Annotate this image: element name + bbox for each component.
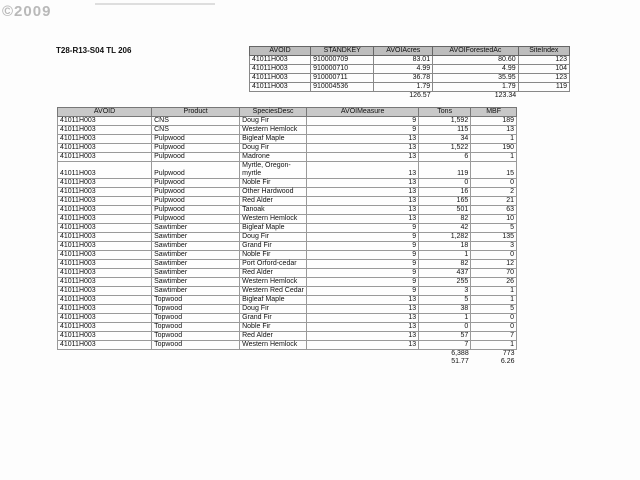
table-cell: 0 xyxy=(471,323,517,332)
table-row xyxy=(58,153,517,162)
table-cell: Bigleaf Maple xyxy=(240,135,307,144)
column-header: SiteIndex xyxy=(518,47,569,56)
table-cell: Pulpwood xyxy=(152,144,240,153)
blank-cell xyxy=(58,350,152,359)
table-cell: Western Hemlock xyxy=(240,126,307,135)
table-cell: 119 xyxy=(518,83,569,92)
table-cell: Noble Fir xyxy=(240,251,307,260)
table-cell: Red Alder xyxy=(240,197,307,206)
table-cell: Noble Fir xyxy=(240,323,307,332)
table-cell: Sawtimber xyxy=(152,269,240,278)
table-cell: 41011H003 xyxy=(58,224,152,233)
document-title: T28-R13-S04 TL 206 xyxy=(56,46,132,55)
table-cell: 1 xyxy=(471,135,517,144)
table-row xyxy=(250,74,570,83)
table-cell: 437 xyxy=(419,269,471,278)
table-cell: 13 xyxy=(307,135,419,144)
table-cell: Doug Fir xyxy=(240,305,307,314)
blank-cell xyxy=(307,350,419,359)
table-cell: 41011H003 xyxy=(58,188,152,197)
column-header: Product xyxy=(152,108,240,117)
table-cell: 1 xyxy=(419,251,471,260)
table-cell: 4.99 xyxy=(374,65,433,74)
table-cell: 18 xyxy=(419,242,471,251)
table-cell: 9 xyxy=(307,260,419,269)
watermark: ©2009 xyxy=(2,3,52,20)
table-cell: Pulpwood xyxy=(152,206,240,215)
column-header: AVOID xyxy=(250,47,311,56)
table-cell: 1,282 xyxy=(419,233,471,242)
table-cell: 21 xyxy=(471,197,517,206)
table-row xyxy=(58,305,517,314)
column-header: Tons xyxy=(419,108,471,117)
table-cell: 42 xyxy=(419,224,471,233)
table-cell: Grand Fir xyxy=(240,242,307,251)
table-cell: 36.78 xyxy=(374,74,433,83)
table-cell: 13 xyxy=(307,162,419,179)
table-cell: 41011H003 xyxy=(58,197,152,206)
table-cell: 5 xyxy=(419,296,471,305)
total-tons: 51.77 xyxy=(451,358,469,365)
table-cell: Tanoak xyxy=(240,206,307,215)
table-cell: 41011H003 xyxy=(58,153,152,162)
table-cell: 2 xyxy=(471,188,517,197)
table-row xyxy=(58,323,517,332)
table-cell: 119 xyxy=(419,162,471,179)
table-cell: Pulpwood xyxy=(152,197,240,206)
table-cell: Sawtimber xyxy=(152,233,240,242)
table-cell: 13 xyxy=(307,296,419,305)
table-cell: 41011H003 xyxy=(250,56,311,65)
table-cell: 189 xyxy=(471,117,517,126)
table-cell: 104 xyxy=(518,65,569,74)
table-cell: Myrtle, Oregon-myrtle xyxy=(240,162,307,179)
table-cell: 123 xyxy=(518,74,569,83)
table-row xyxy=(58,233,517,242)
table-cell: 255 xyxy=(419,278,471,287)
table-row xyxy=(58,287,517,296)
blank-cell xyxy=(250,92,311,101)
blank-cell xyxy=(58,358,152,366)
table-cell: 5 xyxy=(471,224,517,233)
table-cell: 7 xyxy=(471,332,517,341)
table-row xyxy=(58,197,517,206)
total-forested-acres: 123.34 xyxy=(494,92,517,99)
blank-cell xyxy=(518,92,569,101)
table-row xyxy=(58,296,517,305)
table-cell: 41011H003 xyxy=(58,135,152,144)
table-cell: 1.79 xyxy=(433,83,519,92)
table-cell: 80.60 xyxy=(433,56,519,65)
table-cell: Pulpwood xyxy=(152,135,240,144)
table-cell: 26 xyxy=(471,278,517,287)
table-cell: Port Orford-cedar xyxy=(240,260,307,269)
table-cell: 41011H003 xyxy=(58,305,152,314)
table-cell: 1 xyxy=(471,153,517,162)
table-cell: 41011H003 xyxy=(58,126,152,135)
table-row xyxy=(58,251,517,260)
column-header: AVOID xyxy=(58,108,152,117)
table-cell: 13 xyxy=(307,188,419,197)
table-cell: 4.99 xyxy=(433,65,519,74)
total-acres: 126.57 xyxy=(409,92,431,99)
table-cell: 13 xyxy=(307,305,419,314)
table-cell: 910000709 xyxy=(311,56,374,65)
table-cell: 41011H003 xyxy=(58,242,152,251)
table-cell: 41011H003 xyxy=(250,74,311,83)
table-row xyxy=(58,332,517,341)
table-cell: 70 xyxy=(471,269,517,278)
table-cell: 9 xyxy=(307,278,419,287)
table-cell: 41011H003 xyxy=(58,341,152,350)
table-row xyxy=(58,144,517,153)
table-cell: 13 xyxy=(307,314,419,323)
table-row xyxy=(58,242,517,251)
table-cell: 41011H003 xyxy=(58,251,152,260)
table-cell: 135 xyxy=(471,233,517,242)
table-cell: 13 xyxy=(307,341,419,350)
table-cell: 9 xyxy=(307,242,419,251)
table-cell: CNS xyxy=(152,126,240,135)
table-cell: 1 xyxy=(471,296,517,305)
table-cell: 41011H003 xyxy=(58,332,152,341)
table-cell: Western Hemlock xyxy=(240,278,307,287)
table-cell: 190 xyxy=(471,144,517,153)
table-cell: 41011H003 xyxy=(58,117,152,126)
table-cell: Pulpwood xyxy=(152,179,240,188)
table-row xyxy=(250,56,570,65)
table-cell: Madrone xyxy=(240,153,307,162)
table-cell: 82 xyxy=(419,260,471,269)
table-cell: Doug Fir xyxy=(240,117,307,126)
table-cell: CNS xyxy=(152,117,240,126)
table-cell: 16 xyxy=(419,188,471,197)
table-cell: Topwood xyxy=(152,305,240,314)
table-cell: 35.95 xyxy=(433,74,519,83)
table-cell: 3 xyxy=(471,242,517,251)
table-cell: 501 xyxy=(419,206,471,215)
table-cell: 9 xyxy=(307,287,419,296)
table-cell: 41011H003 xyxy=(250,65,311,74)
column-header: MBF xyxy=(471,108,517,117)
table-cell: 6 xyxy=(419,153,471,162)
table-cell: 13 xyxy=(307,206,419,215)
table-cell: 41011H003 xyxy=(58,162,152,179)
table-cell: 63 xyxy=(471,206,517,215)
table-cell: 41011H003 xyxy=(58,233,152,242)
table-cell: Western Hemlock xyxy=(240,341,307,350)
table-cell: 9 xyxy=(307,117,419,126)
table-cell: 13 xyxy=(307,197,419,206)
table-cell: 13 xyxy=(307,153,419,162)
table-cell: 41011H003 xyxy=(58,260,152,269)
table-cell: Doug Fir xyxy=(240,144,307,153)
table-cell: 13 xyxy=(307,179,419,188)
table-row xyxy=(58,341,517,350)
table-cell: 41011H003 xyxy=(58,296,152,305)
table-cell: Topwood xyxy=(152,314,240,323)
table-cell: 0 xyxy=(471,314,517,323)
table-cell: 0 xyxy=(471,179,517,188)
table-cell: Doug Fir xyxy=(240,233,307,242)
table-cell: 12 xyxy=(471,260,517,269)
table-cell: 9 xyxy=(307,233,419,242)
table-cell: 9 xyxy=(307,269,419,278)
table-cell: 57 xyxy=(419,332,471,341)
total-mbf: 773 xyxy=(502,350,515,357)
column-header: AVOIForestedAc xyxy=(433,47,519,56)
table-cell: 1.79 xyxy=(374,83,433,92)
table-cell: Bigleaf Maple xyxy=(240,224,307,233)
table-cell: 9 xyxy=(307,251,419,260)
table-cell: Other Hardwood xyxy=(240,188,307,197)
table-row xyxy=(58,179,517,188)
table-cell: 13 xyxy=(471,126,517,135)
table-row xyxy=(58,126,517,135)
table-cell: 41011H003 xyxy=(58,287,152,296)
table-cell: 5 xyxy=(471,305,517,314)
table-row xyxy=(58,206,517,215)
table-row xyxy=(58,314,517,323)
table-cell: 41011H003 xyxy=(58,144,152,153)
table-row xyxy=(58,162,517,179)
column-header: STANDKEY xyxy=(311,47,374,56)
table-cell: 41011H003 xyxy=(58,215,152,224)
table-row xyxy=(58,215,517,224)
table-row xyxy=(250,65,570,74)
table-header-row xyxy=(250,47,570,56)
blank-cell xyxy=(240,358,307,366)
table-cell: 13 xyxy=(307,323,419,332)
table-cell: 1 xyxy=(471,287,517,296)
table-cell: 38 xyxy=(419,305,471,314)
stand-summary-table xyxy=(249,46,570,100)
table-cell: 41011H003 xyxy=(58,323,152,332)
table-cell: Topwood xyxy=(152,341,240,350)
table-cell: Topwood xyxy=(152,323,240,332)
table-cell: Pulpwood xyxy=(152,153,240,162)
blank-cell xyxy=(307,358,419,366)
table-cell: Sawtimber xyxy=(152,242,240,251)
table-row xyxy=(58,269,517,278)
table-cell: 41011H003 xyxy=(58,314,152,323)
table-cell: Pulpwood xyxy=(152,188,240,197)
table-cell: Sawtimber xyxy=(152,224,240,233)
table-cell: 41011H003 xyxy=(250,83,311,92)
table-cell: Sawtimber xyxy=(152,251,240,260)
table-cell: Sawtimber xyxy=(152,260,240,269)
table-row xyxy=(58,188,517,197)
table-cell: 13 xyxy=(307,332,419,341)
column-header: AVOIMeasure xyxy=(307,108,419,117)
table-row xyxy=(58,260,517,269)
table-cell: 0 xyxy=(419,179,471,188)
blank-cell xyxy=(311,92,374,101)
table-cell: Topwood xyxy=(152,296,240,305)
totals-row xyxy=(58,358,517,366)
table-cell: 1,592 xyxy=(419,117,471,126)
table-cell: 15 xyxy=(471,162,517,179)
table-cell: Western Red Cedar xyxy=(240,287,307,296)
table-cell: Western Hemlock xyxy=(240,215,307,224)
table-cell: 1 xyxy=(419,314,471,323)
totals-row xyxy=(250,92,570,101)
blank-cell xyxy=(240,350,307,359)
table-cell: 1,522 xyxy=(419,144,471,153)
table-cell: 115 xyxy=(419,126,471,135)
table-cell: 34 xyxy=(419,135,471,144)
table-cell: Grand Fir xyxy=(240,314,307,323)
table-cell: Pulpwood xyxy=(152,215,240,224)
table-cell: Red Alder xyxy=(240,332,307,341)
table-cell: Pulpwood xyxy=(152,162,240,179)
table-cell: 41011H003 xyxy=(58,269,152,278)
table-cell: 123 xyxy=(518,56,569,65)
table-cell: 10 xyxy=(471,215,517,224)
table-cell: 7 xyxy=(419,341,471,350)
table-cell: 910004536 xyxy=(311,83,374,92)
table-cell: Bigleaf Maple xyxy=(240,296,307,305)
total-tons: 6,388 xyxy=(451,350,469,357)
table-cell: 83.01 xyxy=(374,56,433,65)
table-row xyxy=(58,135,517,144)
table-cell: 41011H003 xyxy=(58,206,152,215)
column-header: AVOIAcres xyxy=(374,47,433,56)
table-cell: Noble Fir xyxy=(240,179,307,188)
table-cell: Red Alder xyxy=(240,269,307,278)
table-cell: 9 xyxy=(307,126,419,135)
table-cell: 910000711 xyxy=(311,74,374,83)
table-cell: 910000710 xyxy=(311,65,374,74)
table-cell: 13 xyxy=(307,215,419,224)
table-cell: 41011H003 xyxy=(58,278,152,287)
table-cell: Topwood xyxy=(152,332,240,341)
table-cell: Sawtimber xyxy=(152,287,240,296)
timber-volume-table xyxy=(57,107,517,366)
table-cell: 82 xyxy=(419,215,471,224)
table-cell: 165 xyxy=(419,197,471,206)
table-row xyxy=(250,83,570,92)
blank-cell xyxy=(152,358,240,366)
table-cell: 41011H003 xyxy=(58,179,152,188)
table-cell: Sawtimber xyxy=(152,278,240,287)
faded-header-line xyxy=(95,3,215,5)
totals-row xyxy=(58,350,517,359)
table-cell: 9 xyxy=(307,224,419,233)
table-header-row xyxy=(58,108,517,117)
table-row xyxy=(58,278,517,287)
table-cell: 0 xyxy=(471,251,517,260)
table-row xyxy=(58,117,517,126)
table-cell: 13 xyxy=(307,144,419,153)
column-header: SpeciesDesc xyxy=(240,108,307,117)
table-cell: 3 xyxy=(419,287,471,296)
table-cell: 1 xyxy=(471,341,517,350)
total-mbf: 6.26 xyxy=(500,358,515,365)
table-cell: 0 xyxy=(419,323,471,332)
blank-cell xyxy=(152,350,240,359)
table-row xyxy=(58,224,517,233)
